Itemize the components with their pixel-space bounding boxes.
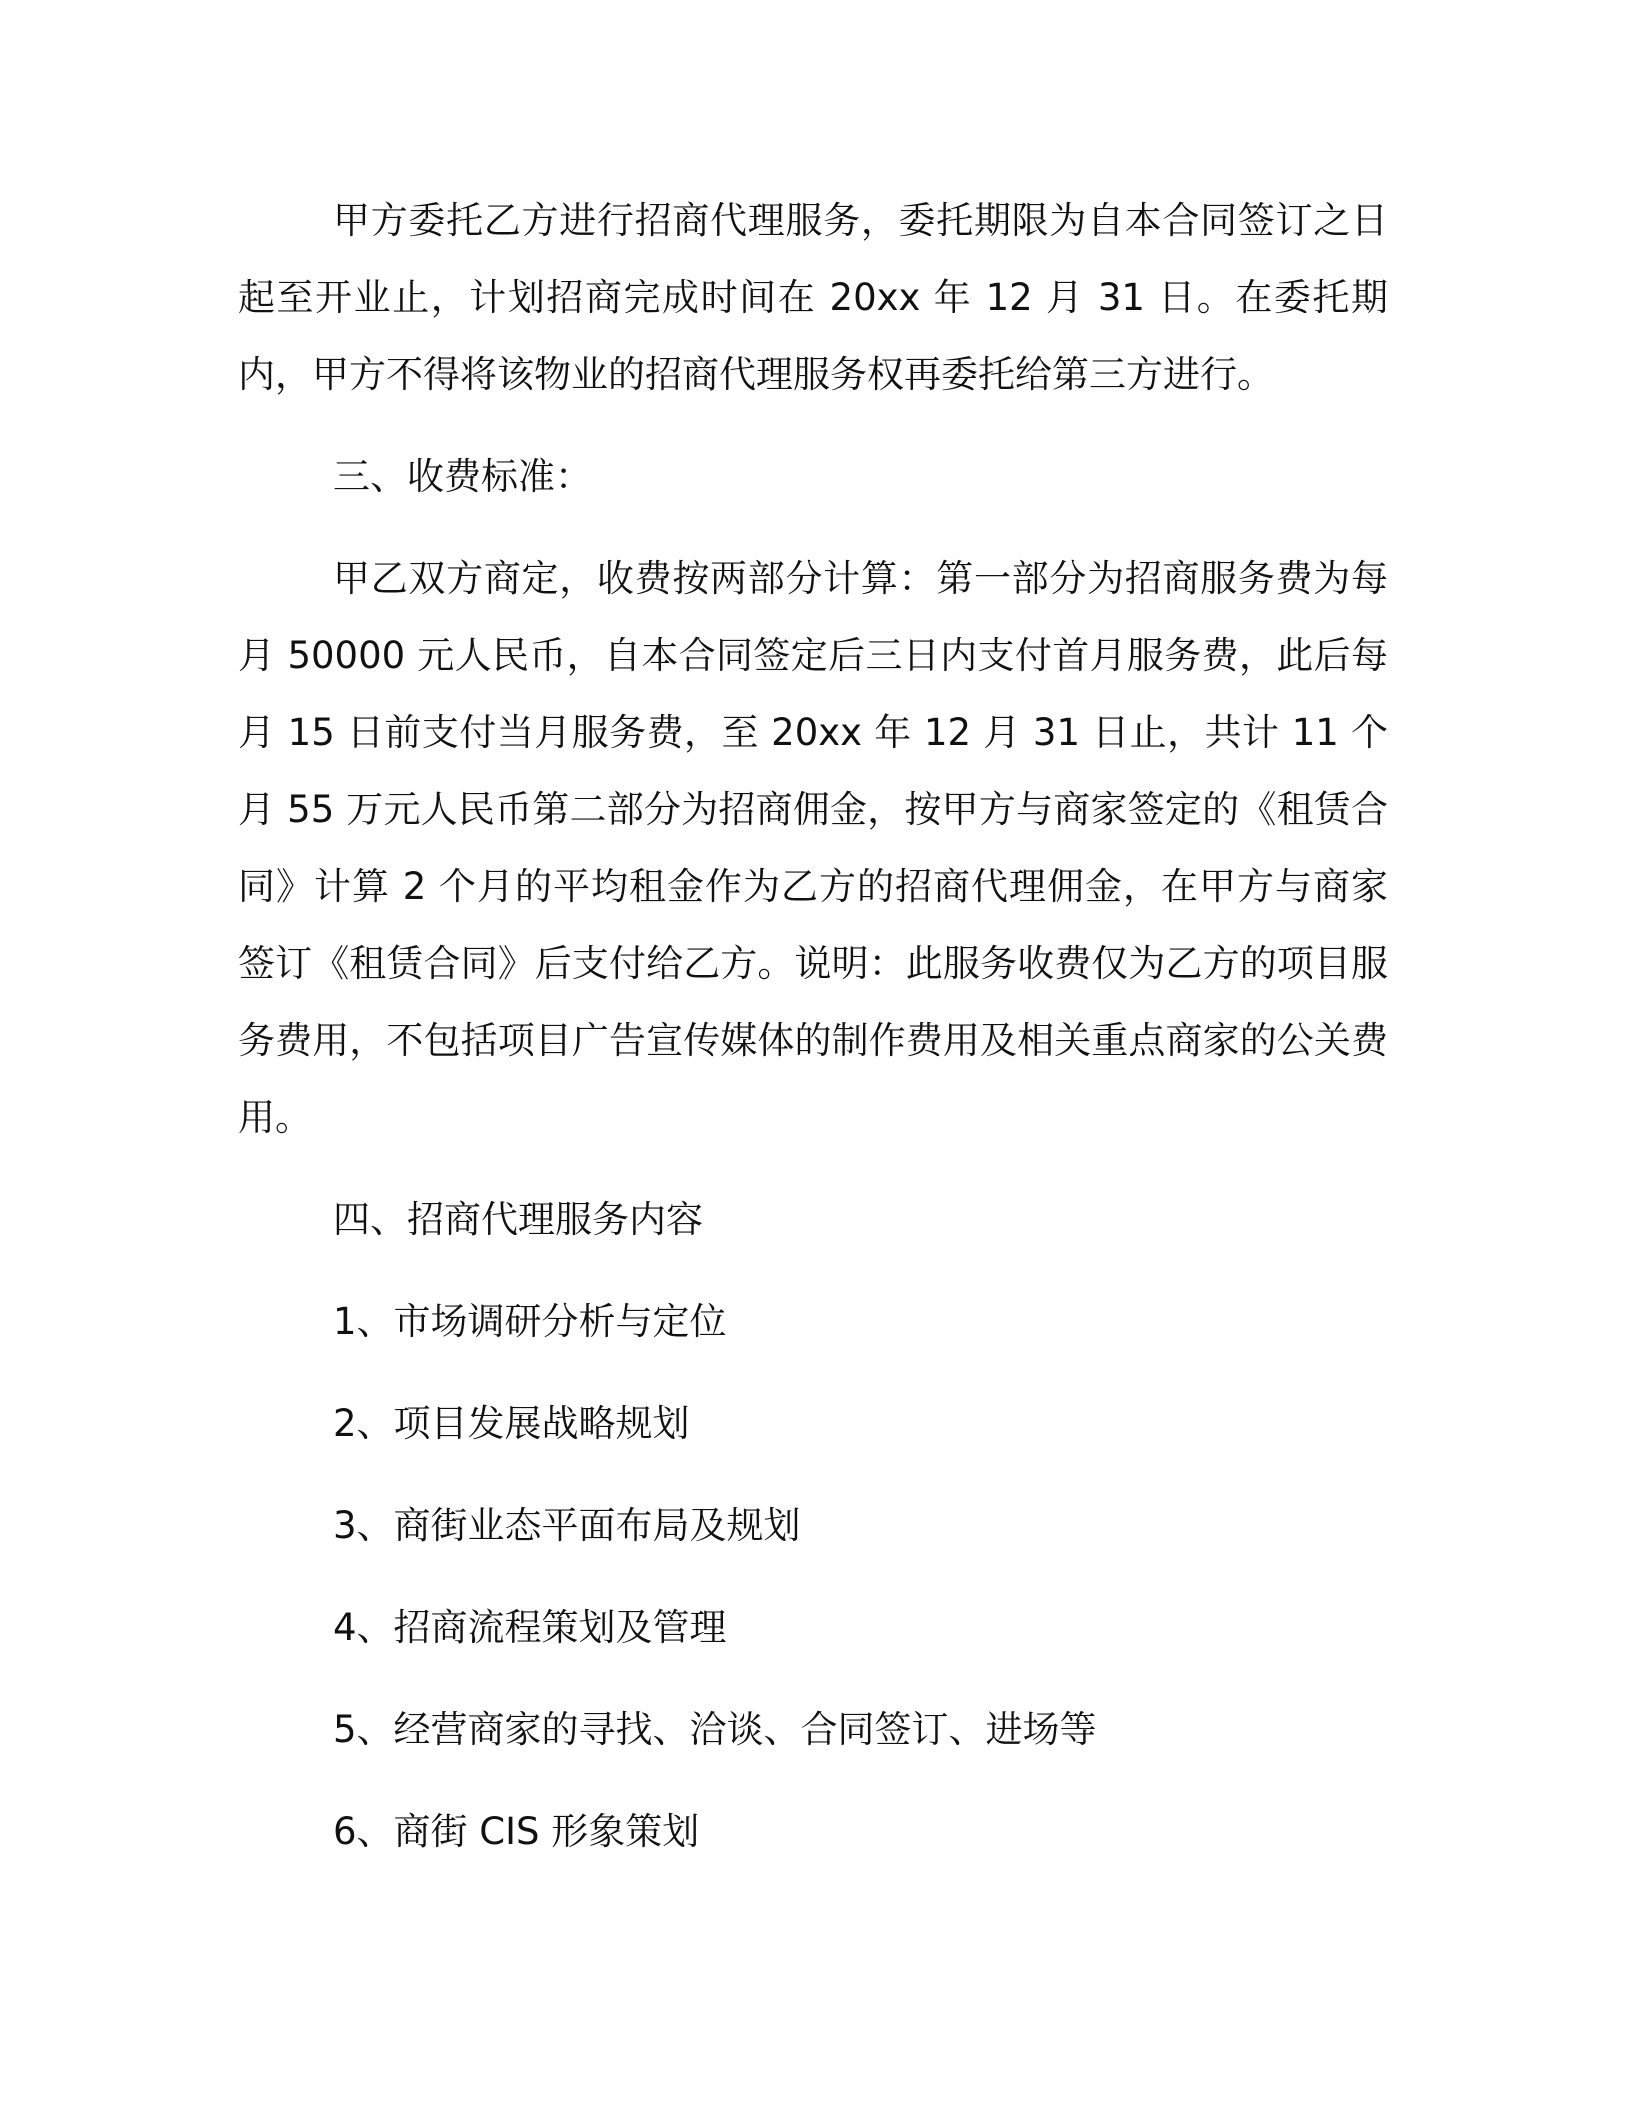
list-item-3: 3、商街业态平面布局及规划 <box>333 1504 801 1547</box>
list-item-4: 4、招商流程策划及管理 <box>333 1606 727 1649</box>
document-body <box>238 182 1388 1870</box>
list-item-1: 1、市场调研分析与定位 <box>333 1300 727 1343</box>
list-item-5: 5、经营商家的寻找、洽谈、合同签订、进场等 <box>333 1708 1097 1751</box>
list-item-6: 6、商街 CIS 形象策划 <box>333 1810 700 1853</box>
list-item-2: 2、项目发展战略规划 <box>333 1402 690 1445</box>
heading-service-content: 四、招商代理服务内容 <box>333 1198 703 1241</box>
paragraph-entrustment-period: 甲方委托乙方进行招商代理服务，委托期限为自本合同签订之日起至开业止，计划招商完成时间在 20xx 年 12 月 31 日。在委托期内，甲方不得将该物业的招商代理服务权再委托给第三方进行。 <box>238 199 1388 396</box>
paragraph-fee-details: 甲乙双方商定，收费按两部分计算：第一部分为招商服务费为每月 50000 元人民币，自本合同签定后三日内支付首月服务费，此后每月 15 日前支付当月服务费，至 20xx 年 12 月 31 日止，共计 11 个月 55 万元人民币第二部分为招商佣金，按甲方与商家签定的《租赁合同》计算 2 个月的平均租金作为乙方的招商代理佣金，在甲方与商家签订《租赁合同》后支付给乙方。说明：此服务收费仅为乙方的项目服务费用，不包括项目广告宣传媒体的制作费用及相关重点商家的公关费用。 <box>238 557 1388 1139</box>
heading-fee-standard: 三、收费标准： <box>333 455 592 498</box>
